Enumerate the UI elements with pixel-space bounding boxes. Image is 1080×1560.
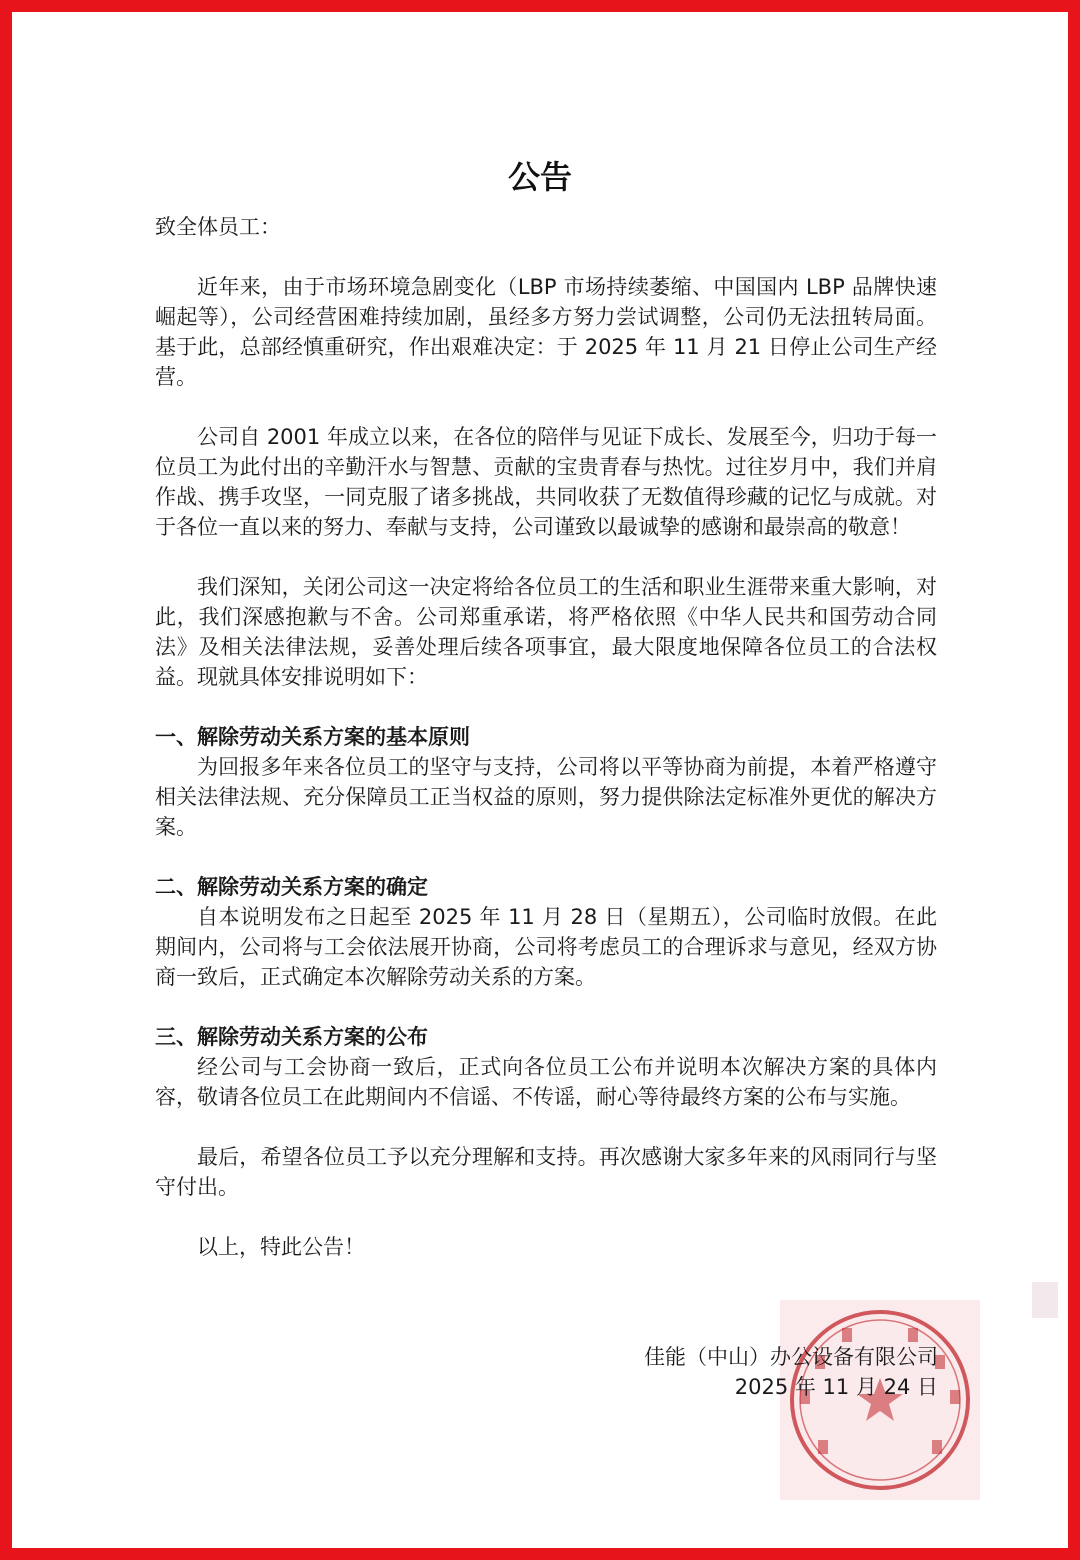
section-text: 自本说明发布之日起至 2025 年 11 月 28 日（星期五），公司临时放假。在此期间内，公司将与工会依法展开协商，公司将考虑员工的合理诉求与意见，经双方协商一致后，正式确定本次解除劳动关系的方案。 [155, 905, 937, 989]
signature-block [644, 1342, 938, 1402]
section-heading: 一、解除劳动关系方案的基本原则 [155, 725, 470, 749]
document-page [12, 12, 1068, 1548]
paragraph-final: 最后，希望各位员工予以充分理解和支持。再次感谢大家多年来的风雨同行与坚守付出。 [155, 1145, 937, 1199]
redaction-block [1032, 1282, 1058, 1318]
salutation: 致全体员工： [155, 215, 281, 239]
closing-line: 以上，特此公告！ [197, 1235, 365, 1259]
paragraph-gratitude: 公司自 2001 年成立以来，在各位的陪伴与见证下成长、发展至今，归功于每一位员工为此付出的辛勤汗水与智慧、贡献的宝贵青春与热忱。过往岁月中，我们并肩作战、携手攻坚，一同克服了诸多挑战，共同收获了无数值得珍藏的记忆与成就。对于各位一直以来的努力、奉献与支持，公司谨致以最诚挚的感谢和最崇高的敬意！ [155, 425, 937, 539]
section-text: 为回报多年来各位员工的坚守与支持，公司将以平等协商为前提，本着严格遵守相关法律法规、充分保障员工正当权益的原则，努力提供除法定标准外更优的解决方案。 [155, 755, 937, 839]
notice-title: 公告 [507, 158, 572, 196]
section-announcement [155, 1022, 937, 1112]
paragraph-background: 近年来，由于市场环境急剧变化（LBP 市场持续萎缩、中国国内 LBP 品牌快速崛起等），公司经营困难持续加剧，虽经多方努力尝试调整，公司仍无法扭转局面。基于此，总部经慎重研究，作出艰难决定：于 2025 年 11 月 21 日停止公司生产经营。 [155, 275, 937, 389]
company-name: 佳能（中山）办公设备有限公司 [644, 1345, 938, 1369]
notice-body [155, 212, 937, 1262]
paragraph-commitment: 我们深知，关闭公司这一决定将给各位员工的生活和职业生涯带来重大影响，对此，我们深感抱歉与不舍。公司郑重承诺，将严格依照《中华人民共和国劳动合同法》及相关法律法规，妥善处理后续各项事宜，最大限度地保障各位员工的合法权益。现就具体安排说明如下： [155, 575, 937, 689]
section-determination [155, 872, 937, 992]
section-heading: 三、解除劳动关系方案的公布 [155, 1025, 428, 1049]
section-text: 经公司与工会协商一致后，正式向各位员工公布并说明本次解决方案的具体内容，敬请各位员工在此期间内不信谣、不传谣，耐心等待最终方案的公布与实施。 [155, 1055, 937, 1109]
section-heading: 二、解除劳动关系方案的确定 [155, 875, 428, 899]
signature-date: 2025 年 11 月 24 日 [734, 1375, 938, 1399]
section-principles [155, 722, 937, 842]
